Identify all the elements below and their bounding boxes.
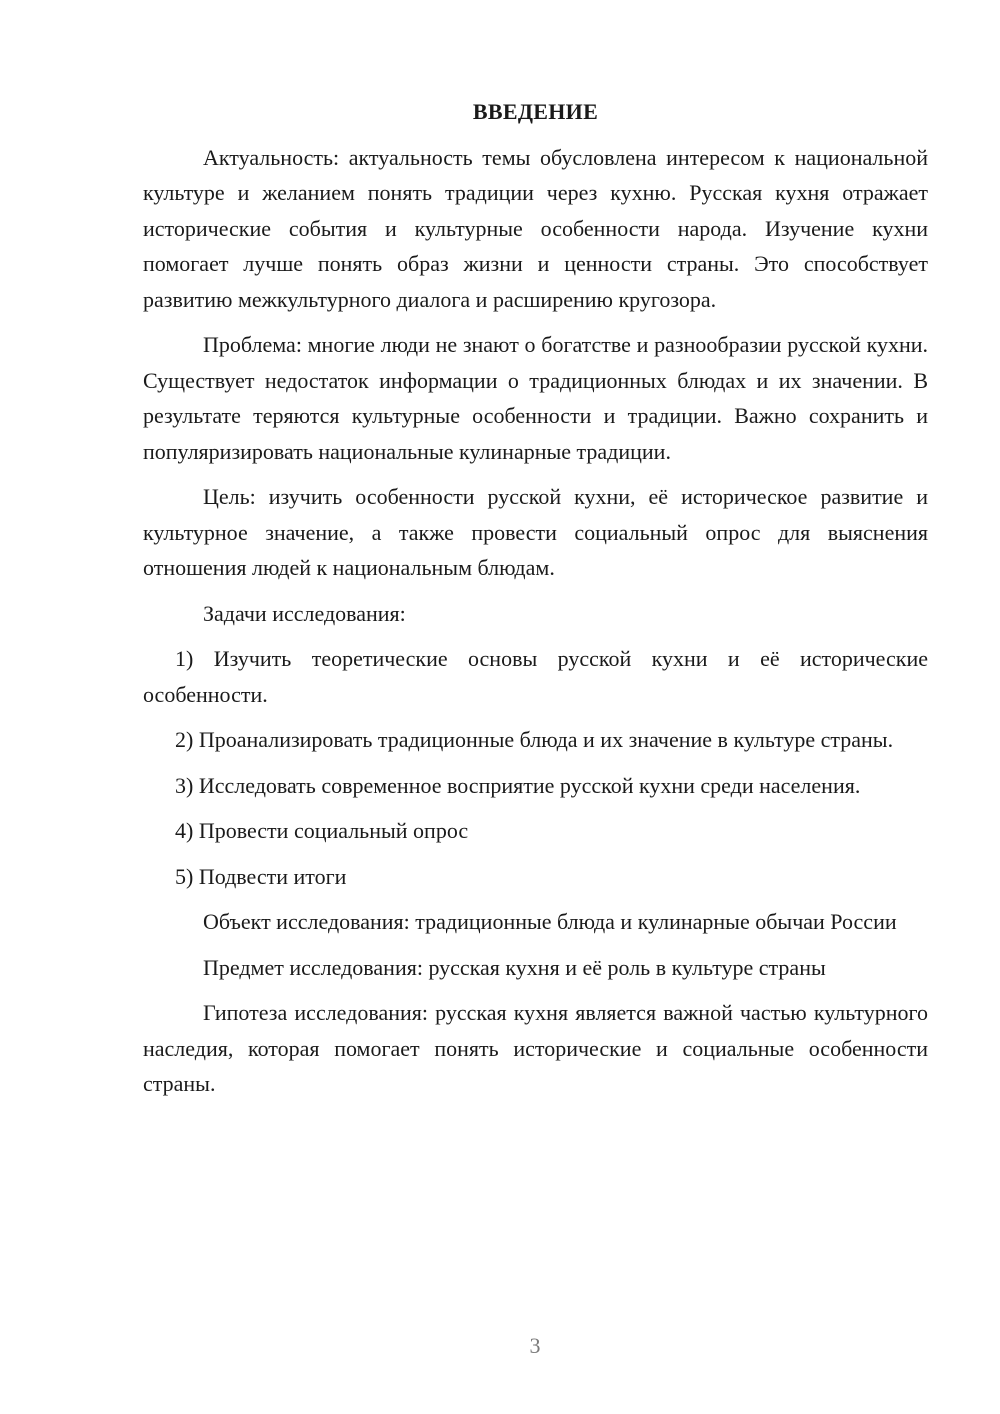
goal-paragraph: Цель: изучить особенности русской кухни, её историческое развитие и культурное значение, а также провести социальный опрос для выяснения отношения людей к национальным блюдам. [143,484,928,580]
object-paragraph: Объект исследования: традиционные блюда и кулинарные обычаи России [203,909,897,934]
task-item: 4) Провести социальный опрос [175,818,469,843]
subject-paragraph: Предмет исследования: русская кухня и её роль в культуре страны [203,954,826,980]
page-content [143,94,928,1112]
task-item: 5) Подвести итоги [175,863,347,889]
task-item: 2) Проанализировать традиционные блюда и их значение в культуре страны. [175,727,894,752]
hypothesis-paragraph: Гипотеза исследования: русская кухня является важной частью культурного наследия, которая помогает понять исторические и социальные особенности страны. [143,1000,928,1096]
page-number: 3 [529,1333,541,1358]
section-heading: ВВЕДЕНИЕ [472,99,599,124]
relevance-paragraph: Актуальность: актуальность темы обусловлена интересом к национальной культуре и желанием понять традиции через кухню. Русская кухня отражает исторические события и культурные особенности народа. Изучение кухни помогает лучше понять образ жизни и ценности страны. Это способствует развитию межкультурного диалога и расширению кругозора. [143,144,928,312]
task-item: 3) Исследовать современное восприятие русской кухни среди населения. [175,772,861,798]
task-item: 1) Изучить теоретические основы русской кухни и её исторические особенности. [143,646,928,707]
tasks-title: Задачи исследования: [203,600,406,626]
problem-paragraph: Проблема: многие люди не знают о богатстве и разнообразии русской кухни. Существует недостаток информации о традиционных блюдах и их значении. В результате теряются культурные особенности и традиции. Важно сохранить и популяризировать национальные кулинарные традиции. [143,332,928,464]
